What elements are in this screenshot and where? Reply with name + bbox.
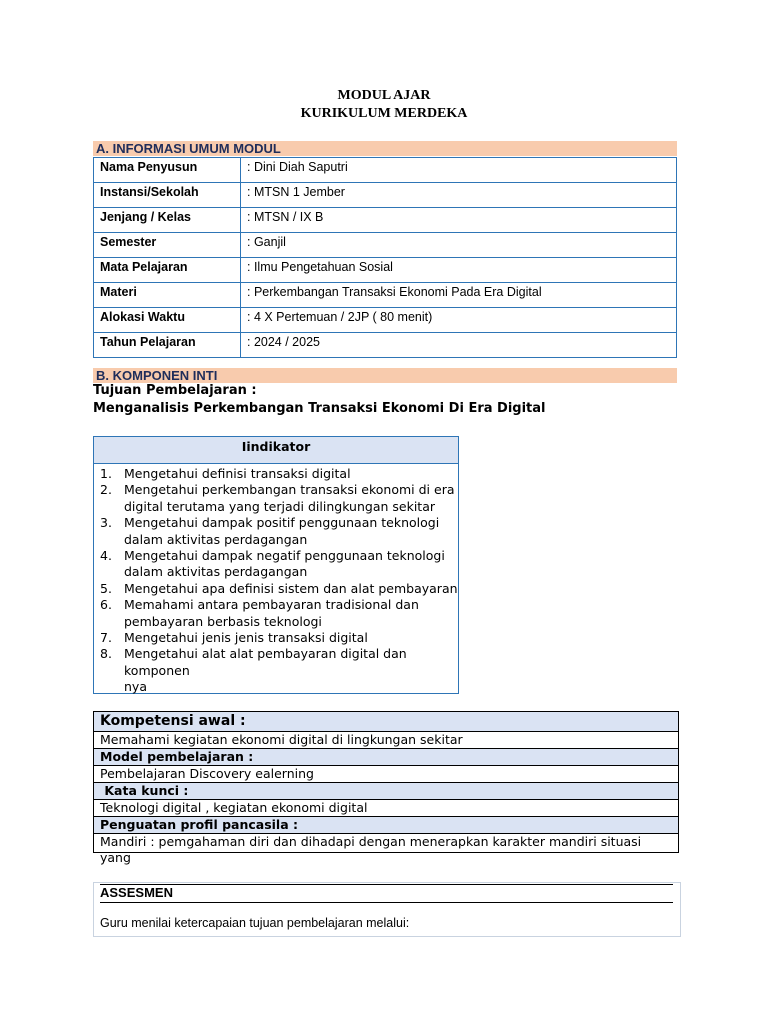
initial-competency-label: Kompetensi awal : xyxy=(94,712,678,732)
info-value: : 2024 / 2025 xyxy=(241,333,677,358)
info-row xyxy=(94,233,677,258)
assessment-text: Guru menilai ketercapaian tujuan pembelajaran melalui: xyxy=(100,916,410,930)
competency-table xyxy=(93,711,679,865)
indicator-text: digital terutama yang terjadi dilingkungan sekitar xyxy=(124,498,435,514)
section-b-title: B. KOMPONEN INTI xyxy=(96,368,218,383)
indicator-item xyxy=(100,515,458,548)
indicator-item xyxy=(100,597,458,630)
info-label: Instansi/Sekolah xyxy=(94,183,241,208)
info-label: Tahun Pelajaran xyxy=(94,333,241,358)
indicator-text: Mengetahui dampak negatif penggunaan teknologi xyxy=(124,548,445,564)
section-a-title: A. INFORMASI UMUM MODUL xyxy=(96,141,281,156)
pancasila-profile-text: Mandiri : pemgahaman diri dan dihadapi dengan menerapkan karakter mandiri situasi yang xyxy=(100,834,642,865)
info-label: Semester xyxy=(94,233,241,258)
learning-objective-label: Tujuan Pembelajaran : xyxy=(93,383,257,398)
indicator-text: pembayaran berbasis teknologi xyxy=(124,613,322,629)
indicator-text: Mengetahui alat alat pembayaran digital dan komponen xyxy=(124,646,407,678)
indicator-number: 1. xyxy=(100,466,112,481)
indicator-list xyxy=(94,466,458,696)
learning-objective-text: Menganalisis Perkembangan Transaksi Ekonomi Di Era Digital xyxy=(93,401,546,416)
indicator-number: 7. xyxy=(100,630,112,646)
info-value: : Ilmu Pengetahuan Sosial xyxy=(241,258,677,283)
learning-model-text: Pembelajaran Discovery ealerning xyxy=(94,766,678,783)
indicator-title: Iindikator xyxy=(94,437,458,464)
indicator-item xyxy=(100,580,458,597)
document-subtitle: KURIKULUM MERDEKA xyxy=(300,106,468,121)
indicator-number: 5. xyxy=(100,580,112,596)
indicator-text: Memahami antara pembayaran tradisional dan xyxy=(124,597,419,613)
keywords-text: Teknologi digital , kegiatan ekonomi digital xyxy=(94,800,678,817)
learning-model-label: Model pembelajaran : xyxy=(94,749,678,766)
indicator-item xyxy=(100,482,458,515)
pancasila-profile-label: Penguatan profil pancasila : xyxy=(94,817,678,834)
info-value: : 4 X Pertemuan / 2JP ( 80 menit) xyxy=(241,308,677,333)
section-b-heading xyxy=(93,368,677,383)
info-row xyxy=(94,183,677,208)
indicator-number: 6. xyxy=(100,597,112,613)
info-row xyxy=(94,208,677,233)
indicator-item xyxy=(100,646,458,695)
initial-competency-text: Memahami kegiatan ekonomi digital di lingkungan sekitar xyxy=(94,732,678,749)
info-value: : Perkembangan Transaksi Ekonomi Pada Era Digital xyxy=(241,283,677,308)
indicator-text: Mengetahui jenis jenis transaksi digital xyxy=(124,630,368,646)
info-value: : Dini Diah Saputri xyxy=(241,158,677,183)
info-value: : MTSN 1 Jember xyxy=(241,183,677,208)
assessment-title: ASSESMEN xyxy=(100,884,673,903)
info-label: Mata Pelajaran xyxy=(94,258,241,283)
indicator-text: Mengetahui definisi transaksi digital xyxy=(124,466,351,481)
document-title: MODUL AJAR xyxy=(337,88,431,103)
info-value: : Ganjil xyxy=(241,233,677,258)
indicator-number: 4. xyxy=(100,548,112,564)
indicator-text: dalam aktivitas perdagangan xyxy=(124,531,308,547)
indicator-number: 3. xyxy=(100,515,112,531)
info-label: Materi xyxy=(94,283,241,308)
assessment-box xyxy=(93,882,681,937)
indicator-item xyxy=(100,630,458,646)
general-info-table xyxy=(93,157,677,358)
info-label: Alokasi Waktu xyxy=(94,308,241,333)
indicator-text: dalam aktivitas perdagangan xyxy=(124,564,308,580)
indicator-number: 8. xyxy=(100,646,112,662)
info-value: : MTSN / IX B xyxy=(241,208,677,233)
info-row xyxy=(94,308,677,333)
indicator-text: nya xyxy=(124,679,147,695)
indicator-text: Mengetahui perkembangan transaksi ekonomi di era xyxy=(124,482,455,498)
info-row xyxy=(94,283,677,308)
indicator-item xyxy=(100,548,458,581)
indicator-text: Mengetahui apa definisi sistem dan alat pembayaran xyxy=(124,580,458,596)
indicator-number: 2. xyxy=(100,482,112,498)
info-row xyxy=(94,158,677,183)
info-label: Jenjang / Kelas xyxy=(94,208,241,233)
indicator-text: Mengetahui dampak positif penggunaan teknologi xyxy=(124,515,440,531)
info-row xyxy=(94,258,677,283)
indicator-item xyxy=(100,466,458,482)
indicator-box xyxy=(93,436,459,694)
keywords-label: Kata kunci : xyxy=(94,783,678,800)
info-row xyxy=(94,333,677,358)
info-label: Nama Penyusun xyxy=(94,158,241,183)
section-a-heading xyxy=(93,141,677,156)
